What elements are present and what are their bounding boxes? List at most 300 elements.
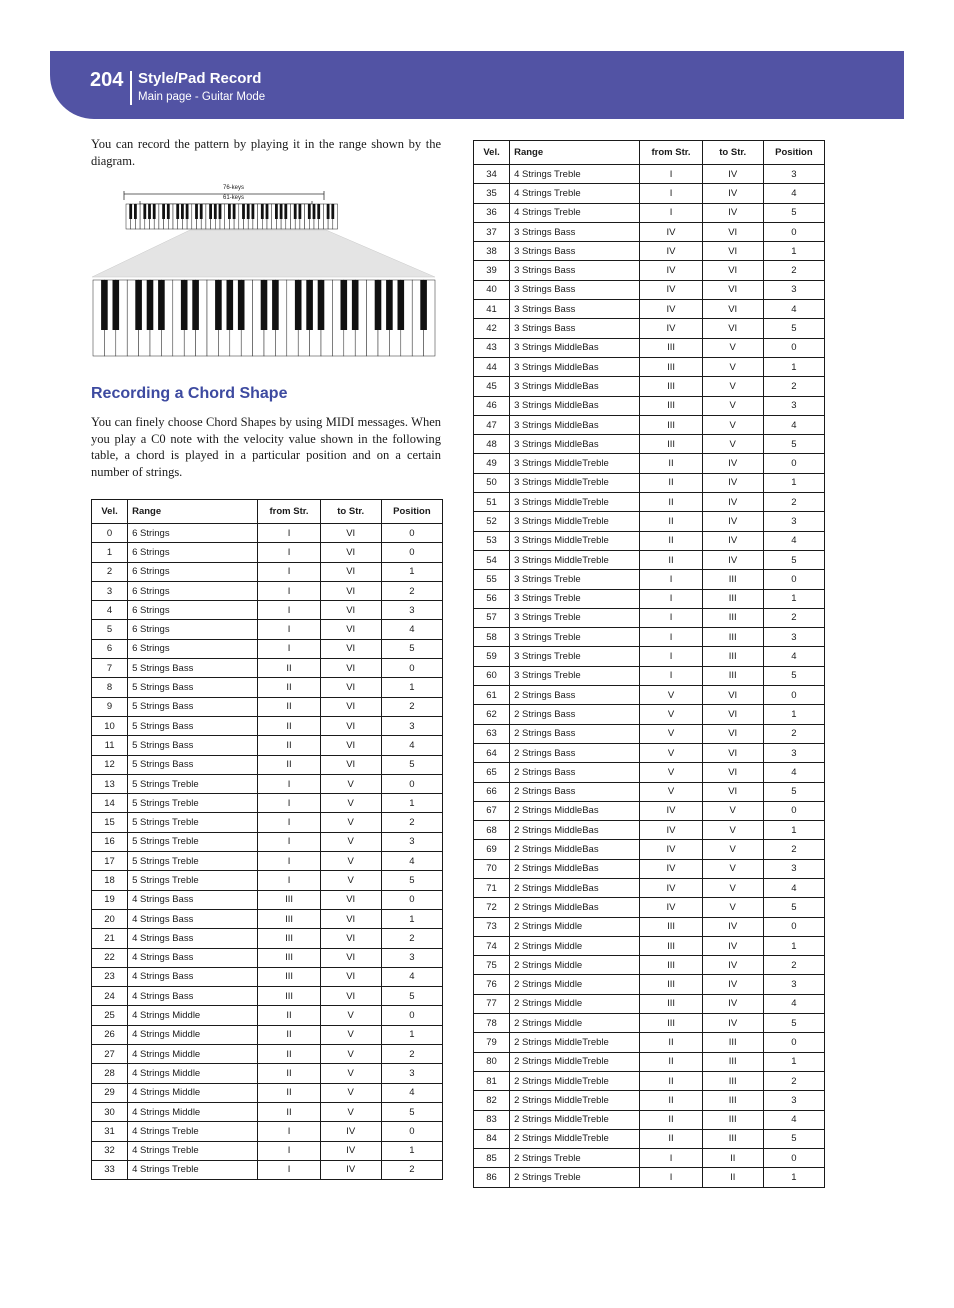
position-cell: 3 — [763, 396, 824, 415]
range-cell: 3 Strings MiddleBas — [510, 396, 640, 415]
to-str-cell: VI — [320, 562, 381, 581]
vel-cell: 13 — [92, 774, 128, 793]
table-row — [474, 473, 825, 492]
range-cell: 2 Strings MiddleBas — [510, 821, 640, 840]
position-cell: 0 — [763, 454, 824, 473]
black-key — [219, 204, 222, 219]
table-row — [92, 1141, 443, 1160]
to-str-cell: VI — [320, 890, 381, 909]
vel-cell: 81 — [474, 1071, 510, 1090]
position-cell: 1 — [381, 678, 442, 697]
to-str-cell: VI — [320, 659, 381, 678]
from-str-cell: I — [258, 1122, 320, 1141]
vel-cell: 68 — [474, 821, 510, 840]
to-str-cell: V — [702, 338, 763, 357]
position-cell: 0 — [381, 543, 442, 562]
from-str-cell: II — [258, 1102, 320, 1121]
to-str-cell: V — [702, 801, 763, 820]
vel-cell: 2 — [92, 562, 128, 581]
from-str-cell: I — [258, 813, 320, 832]
from-str-cell: V — [640, 763, 702, 782]
from-str-cell: I — [258, 852, 320, 871]
vel-cell: 80 — [474, 1052, 510, 1071]
from-str-cell: IV — [640, 242, 702, 261]
table-row — [474, 628, 825, 647]
to-str-cell: III — [702, 666, 763, 685]
to-str-cell: VI — [702, 280, 763, 299]
position-cell: 2 — [381, 929, 442, 948]
range-cell: 5 Strings Bass — [128, 736, 258, 755]
position-cell: 1 — [381, 562, 442, 581]
vel-cell: 29 — [92, 1083, 128, 1102]
range-cell: 3 Strings Treble — [510, 608, 640, 627]
range-cell: 4 Strings Middle — [128, 1025, 258, 1044]
position-cell: 4 — [763, 184, 824, 203]
range-cell: 4 Strings Treble — [510, 203, 640, 222]
position-cell: 1 — [763, 589, 824, 608]
table-row — [92, 524, 443, 543]
black-key — [284, 204, 287, 219]
position-cell: 3 — [381, 716, 442, 735]
to-str-cell: VI — [320, 736, 381, 755]
to-str-cell: IV — [320, 1160, 381, 1179]
range-cell: 4 Strings Middle — [128, 1045, 258, 1064]
table-row — [92, 813, 443, 832]
vel-cell: 0 — [92, 524, 128, 543]
from-str-cell: I — [640, 589, 702, 608]
position-cell: 2 — [763, 840, 824, 859]
table-row — [92, 1006, 443, 1025]
chord-shape-table-right — [473, 140, 825, 1188]
to-str-cell: V — [702, 415, 763, 434]
table-row — [474, 415, 825, 434]
to-str-cell: VI — [702, 319, 763, 338]
range-cell: 2 Strings Bass — [510, 743, 640, 762]
position-cell: 2 — [763, 493, 824, 512]
vel-cell: 17 — [92, 852, 128, 871]
range-cell: 5 Strings Treble — [128, 794, 258, 813]
range-cell: 6 Strings — [128, 620, 258, 639]
position-cell: 4 — [381, 967, 442, 986]
vel-cell: 61 — [474, 686, 510, 705]
table-row — [474, 763, 825, 782]
table-row — [474, 878, 825, 897]
header-position: Position — [763, 141, 824, 165]
table-row — [474, 1091, 825, 1110]
black-key — [261, 204, 264, 219]
vel-cell: 76 — [474, 975, 510, 994]
vel-cell: 38 — [474, 242, 510, 261]
black-key — [247, 204, 250, 219]
position-cell: 1 — [381, 1025, 442, 1044]
black-key — [195, 204, 198, 219]
from-str-cell: I — [258, 524, 320, 543]
vel-cell: 86 — [474, 1168, 510, 1187]
position-cell: 5 — [381, 639, 442, 658]
vel-cell: 16 — [92, 832, 128, 851]
table-row — [474, 936, 825, 955]
range-cell: 2 Strings Middle — [510, 975, 640, 994]
table-row — [474, 1014, 825, 1033]
black-key — [135, 280, 142, 330]
from-str-cell: II — [640, 493, 702, 512]
range-cell: 4 Strings Middle — [128, 1064, 258, 1083]
table-row — [474, 184, 825, 203]
range-cell: 3 Strings MiddleTreble — [510, 454, 640, 473]
chapter-title: Style/Pad Record — [138, 70, 262, 87]
vel-cell: 79 — [474, 1033, 510, 1052]
table-row — [474, 608, 825, 627]
range-cell: 4 Strings Bass — [128, 890, 258, 909]
black-key — [153, 204, 156, 219]
to-str-cell: V — [702, 435, 763, 454]
range-cell: 6 Strings — [128, 524, 258, 543]
position-cell: 4 — [381, 620, 442, 639]
to-str-cell: IV — [702, 454, 763, 473]
table-row — [474, 1110, 825, 1129]
range-cell: 5 Strings Treble — [128, 774, 258, 793]
range-cell: 2 Strings MiddleTreble — [510, 1129, 640, 1148]
range-cell: 6 Strings — [128, 543, 258, 562]
vel-cell: 52 — [474, 512, 510, 531]
black-key — [386, 280, 393, 330]
position-cell: 1 — [381, 794, 442, 813]
range-cell: 3 Strings MiddleTreble — [510, 493, 640, 512]
vel-cell: 59 — [474, 647, 510, 666]
vel-cell: 56 — [474, 589, 510, 608]
black-key — [308, 204, 311, 219]
position-cell: 1 — [763, 242, 824, 261]
range-cell: 3 Strings MiddleBas — [510, 415, 640, 434]
table-row — [474, 1168, 825, 1187]
table-row — [474, 1052, 825, 1071]
position-cell: 0 — [763, 686, 824, 705]
from-str-cell: I — [258, 774, 320, 793]
table-row — [92, 620, 443, 639]
range-cell: 4 Strings Middle — [128, 1102, 258, 1121]
to-str-cell: VI — [320, 524, 381, 543]
position-cell: 3 — [763, 628, 824, 647]
table-row — [92, 601, 443, 620]
to-str-cell: IV — [702, 956, 763, 975]
black-key — [375, 280, 382, 330]
to-str-cell: III — [702, 570, 763, 589]
from-str-cell: II — [258, 1045, 320, 1064]
range-cell: 6 Strings — [128, 639, 258, 658]
vel-cell: 48 — [474, 435, 510, 454]
black-key — [227, 280, 234, 330]
from-str-cell: I — [640, 570, 702, 589]
vel-cell: 8 — [92, 678, 128, 697]
to-str-cell: VI — [320, 929, 381, 948]
position-cell: 5 — [381, 987, 442, 1006]
vel-cell: 62 — [474, 705, 510, 724]
vel-cell: 83 — [474, 1110, 510, 1129]
position-cell: 2 — [763, 608, 824, 627]
to-str-cell: VI — [320, 639, 381, 658]
range-cell: 3 Strings Treble — [510, 628, 640, 647]
position-cell: 3 — [381, 832, 442, 851]
vel-cell: 21 — [92, 929, 128, 948]
from-str-cell: II — [640, 1091, 702, 1110]
range-cell: 4 Strings Middle — [128, 1083, 258, 1102]
black-key — [294, 204, 297, 219]
black-key — [280, 204, 283, 219]
to-str-cell: V — [320, 794, 381, 813]
to-str-cell: VI — [320, 601, 381, 620]
range-cell: 2 Strings Middle — [510, 936, 640, 955]
vel-cell: 77 — [474, 994, 510, 1013]
vel-cell: 58 — [474, 628, 510, 647]
from-str-cell: I — [258, 1160, 320, 1179]
table-row — [92, 1160, 443, 1179]
from-str-cell: I — [258, 639, 320, 658]
range-cell: 4 Strings Bass — [128, 967, 258, 986]
range-cell: 4 Strings Treble — [510, 184, 640, 203]
black-key — [331, 204, 334, 219]
to-str-cell: IV — [702, 550, 763, 569]
table-row — [92, 948, 443, 967]
range-cell: 5 Strings Bass — [128, 678, 258, 697]
black-key — [306, 280, 313, 330]
table-row — [474, 319, 825, 338]
range-cell: 4 Strings Treble — [510, 165, 640, 184]
from-str-cell: II — [640, 550, 702, 569]
table-row — [474, 956, 825, 975]
header-range: Range — [128, 500, 258, 524]
position-cell: 0 — [763, 1149, 824, 1168]
table-row — [474, 705, 825, 724]
black-key — [215, 280, 222, 330]
to-str-cell: V — [702, 396, 763, 415]
range-cell: 4 Strings Treble — [128, 1160, 258, 1179]
table-row — [474, 724, 825, 743]
range-cell: 2 Strings MiddleBas — [510, 801, 640, 820]
vel-cell: 1 — [92, 543, 128, 562]
vel-cell: 85 — [474, 1149, 510, 1168]
table-row — [474, 821, 825, 840]
to-str-cell: VI — [320, 755, 381, 774]
label-61-keys: 61-keys — [223, 195, 245, 201]
vel-cell: 14 — [92, 794, 128, 813]
table-row — [474, 1129, 825, 1148]
from-str-cell: IV — [640, 821, 702, 840]
from-str-cell: II — [640, 531, 702, 550]
from-str-cell: II — [640, 473, 702, 492]
black-key — [181, 280, 188, 330]
range-cell: 2 Strings Middle — [510, 994, 640, 1013]
range-cell: 4 Strings Bass — [128, 948, 258, 967]
vel-cell: 82 — [474, 1091, 510, 1110]
range-cell: 3 Strings Treble — [510, 647, 640, 666]
to-str-cell: V — [320, 1045, 381, 1064]
range-cell: 3 Strings Treble — [510, 666, 640, 685]
position-cell: 2 — [381, 697, 442, 716]
from-str-cell: II — [640, 1129, 702, 1148]
intro-paragraph: You can record the pattern by playing it in the range shown by the diagram. — [91, 137, 441, 168]
table-row — [474, 686, 825, 705]
vel-cell: 43 — [474, 338, 510, 357]
vel-cell: 75 — [474, 956, 510, 975]
range-cell: 5 Strings Treble — [128, 832, 258, 851]
vel-cell: 44 — [474, 357, 510, 376]
from-str-cell: III — [640, 1014, 702, 1033]
table-row — [474, 242, 825, 261]
position-cell: 5 — [763, 666, 824, 685]
black-key — [327, 204, 330, 219]
to-str-cell: II — [702, 1149, 763, 1168]
position-cell: 3 — [763, 512, 824, 531]
from-str-cell: I — [640, 608, 702, 627]
to-str-cell: III — [702, 1071, 763, 1090]
table-row — [92, 852, 443, 871]
from-str-cell: IV — [640, 801, 702, 820]
from-str-cell: I — [640, 203, 702, 222]
position-cell: 1 — [763, 1168, 824, 1187]
vel-cell: 28 — [92, 1064, 128, 1083]
vel-cell: 10 — [92, 716, 128, 735]
table-row — [92, 1025, 443, 1044]
position-cell: 1 — [763, 821, 824, 840]
range-cell: 2 Strings MiddleTreble — [510, 1033, 640, 1052]
black-key — [101, 280, 108, 330]
from-str-cell: IV — [640, 300, 702, 319]
to-str-cell: V — [320, 852, 381, 871]
from-str-cell: IV — [640, 898, 702, 917]
header-divider — [130, 71, 132, 105]
range-cell: 3 Strings MiddleBas — [510, 435, 640, 454]
range-cell: 2 Strings Bass — [510, 782, 640, 801]
black-key — [299, 204, 302, 219]
position-cell: 3 — [381, 601, 442, 620]
to-str-cell: II — [702, 1168, 763, 1187]
to-str-cell: VI — [320, 948, 381, 967]
vel-cell: 74 — [474, 936, 510, 955]
vel-cell: 84 — [474, 1129, 510, 1148]
vel-cell: 15 — [92, 813, 128, 832]
from-str-cell: I — [258, 794, 320, 813]
from-str-cell: II — [258, 1025, 320, 1044]
table-row — [474, 203, 825, 222]
table-row — [92, 987, 443, 1006]
vel-cell: 26 — [92, 1025, 128, 1044]
header-vel: Vel. — [92, 500, 128, 524]
position-cell: 2 — [763, 724, 824, 743]
table-row — [474, 396, 825, 415]
to-str-cell: V — [702, 878, 763, 897]
position-cell: 0 — [381, 524, 442, 543]
to-str-cell: V — [702, 377, 763, 396]
from-str-cell: I — [640, 184, 702, 203]
table-row — [474, 512, 825, 531]
black-key — [266, 204, 269, 219]
range-cell: 3 Strings MiddleBas — [510, 377, 640, 396]
header-to-str: to Str. — [702, 141, 763, 165]
range-cell: 2 Strings Bass — [510, 686, 640, 705]
position-cell: 4 — [763, 763, 824, 782]
to-str-cell: VI — [320, 909, 381, 928]
range-cell: 2 Strings Bass — [510, 763, 640, 782]
from-str-cell: IV — [640, 878, 702, 897]
to-str-cell: VI — [320, 967, 381, 986]
vel-cell: 64 — [474, 743, 510, 762]
range-cell: 2 Strings Middle — [510, 917, 640, 936]
header-vel: Vel. — [474, 141, 510, 165]
table-row — [474, 357, 825, 376]
to-str-cell: IV — [702, 203, 763, 222]
from-str-cell: II — [640, 1071, 702, 1090]
to-str-cell: V — [702, 898, 763, 917]
position-cell: 4 — [763, 647, 824, 666]
position-cell: 1 — [381, 1141, 442, 1160]
position-cell: 4 — [763, 415, 824, 434]
to-str-cell: V — [320, 1025, 381, 1044]
to-str-cell: VI — [702, 261, 763, 280]
vel-cell: 66 — [474, 782, 510, 801]
to-str-cell: V — [320, 832, 381, 851]
black-key — [186, 204, 189, 219]
position-cell: 4 — [381, 736, 442, 755]
to-str-cell: V — [702, 821, 763, 840]
position-cell: 2 — [381, 813, 442, 832]
position-cell: 5 — [381, 1102, 442, 1121]
vel-cell: 6 — [92, 639, 128, 658]
position-cell: 2 — [381, 1045, 442, 1064]
black-key — [214, 204, 217, 219]
vel-cell: 33 — [92, 1160, 128, 1179]
position-cell: 2 — [381, 1160, 442, 1179]
from-str-cell: III — [258, 909, 320, 928]
black-key — [261, 280, 268, 330]
to-str-cell: VI — [320, 620, 381, 639]
position-cell: 1 — [763, 473, 824, 492]
table-row — [92, 871, 443, 890]
vel-cell: 53 — [474, 531, 510, 550]
vel-cell: 19 — [92, 890, 128, 909]
vel-cell: 50 — [474, 473, 510, 492]
table-row — [474, 1149, 825, 1168]
from-str-cell: III — [640, 956, 702, 975]
range-cell: 3 Strings Bass — [510, 261, 640, 280]
table-row — [92, 716, 443, 735]
to-str-cell: VI — [702, 686, 763, 705]
table-row — [474, 859, 825, 878]
black-key — [242, 204, 245, 219]
position-cell: 2 — [763, 956, 824, 975]
black-key — [181, 204, 184, 219]
to-str-cell: V — [702, 859, 763, 878]
range-cell: 3 Strings MiddleTreble — [510, 550, 640, 569]
black-key — [275, 204, 278, 219]
section-heading: Recording a Chord Shape — [91, 385, 288, 402]
table-row — [92, 890, 443, 909]
from-str-cell: V — [640, 686, 702, 705]
from-str-cell: II — [258, 736, 320, 755]
to-str-cell: VI — [702, 724, 763, 743]
from-str-cell: III — [640, 975, 702, 994]
table-row — [92, 1064, 443, 1083]
position-cell: 5 — [763, 550, 824, 569]
section-paragraph: You can finely choose Chord Shapes by using MIDI messages. When you play a C0 note with the velocity value shown in the following table, a chord is played in a particular position and on a certain number of strings. — [91, 415, 441, 479]
range-cell: 2 Strings MiddleBas — [510, 840, 640, 859]
range-cell: 5 Strings Bass — [128, 755, 258, 774]
black-key — [238, 280, 245, 330]
position-cell: 5 — [763, 319, 824, 338]
table-row — [92, 1045, 443, 1064]
vel-cell: 78 — [474, 1014, 510, 1033]
to-str-cell: III — [702, 608, 763, 627]
range-cell: 2 Strings Treble — [510, 1149, 640, 1168]
